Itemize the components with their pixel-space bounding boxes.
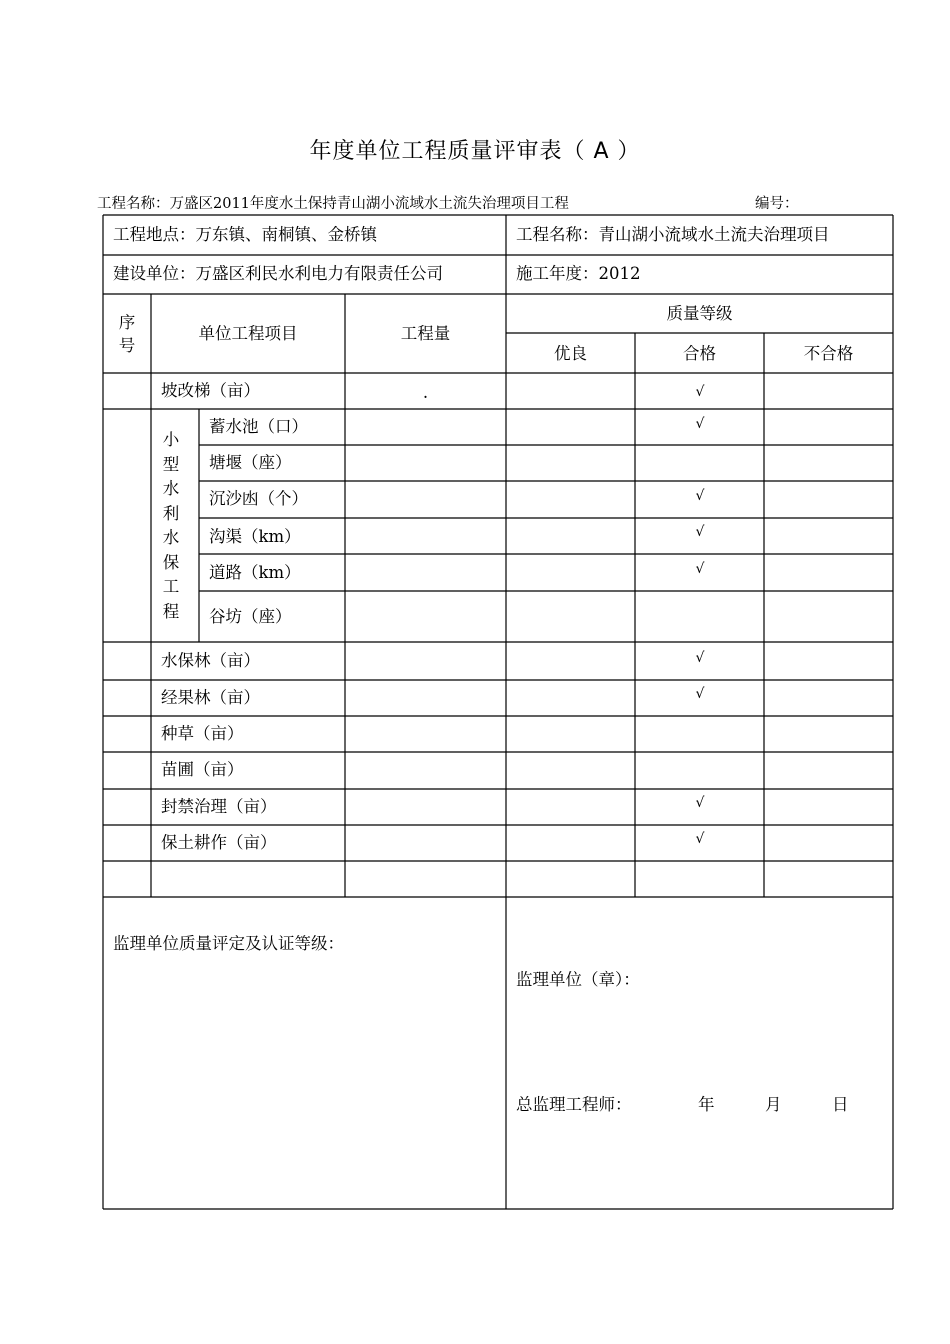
- col-fail: 不合格: [803, 344, 854, 363]
- row-item-orchard: 经果林（亩）: [161, 688, 260, 707]
- date-year-label: 年: [698, 1095, 715, 1114]
- col-quantity: 工程量: [400, 324, 451, 343]
- serial-number-label: 编号：: [755, 196, 799, 212]
- project-name-header: 工程名称：万盛区2011年度水土保持青山湖小流域水土流失治理项目工程: [97, 196, 569, 212]
- row-item-road: 道路（km）: [209, 563, 301, 582]
- check-mark: √: [695, 416, 705, 432]
- row-item-terraces: 坡改梯（亩）: [161, 381, 260, 400]
- row-item-tillage: 保土耕作（亩）: [161, 833, 277, 852]
- check-mark: √: [695, 524, 705, 540]
- row-item-nursery: 苗圃（亩）: [161, 760, 244, 779]
- date-day-label: 日: [832, 1095, 849, 1114]
- check-mark: √: [695, 686, 705, 702]
- group-label-small-water-works: 小 型 水 利 水 保 工 程: [162, 430, 180, 621]
- row-item-closure: 封禁治理（亩）: [161, 797, 277, 816]
- row-item-sand-trap: 沉沙凼（个）: [209, 489, 308, 508]
- check-mark: √: [695, 384, 705, 400]
- col-seq-line2: 号: [118, 336, 136, 355]
- col-quality-grade: 质量等级: [666, 304, 733, 323]
- check-mark: √: [695, 561, 705, 577]
- col-pass: 合格: [683, 344, 716, 363]
- col-seq-line1: 序: [118, 313, 136, 332]
- check-mark: √: [695, 831, 705, 847]
- check-mark: √: [695, 488, 705, 504]
- supervision-evaluation-label: 监理单位质量评定及认证等级：: [113, 934, 344, 953]
- chief-engineer-label: 总监理工程师：: [516, 1095, 632, 1114]
- supervision-seal-label: 监理单位（章）：: [516, 970, 640, 989]
- row-item-weir: 塘堰（座）: [209, 453, 292, 472]
- project-location: 工程地点：万东镇、南桐镇、金桥镇: [113, 225, 377, 244]
- col-excellent: 优良: [554, 344, 587, 363]
- construction-unit: 建设单位：万盛区利民水利电力有限责任公司: [113, 264, 443, 283]
- row-item-pond: 蓄水池（口）: [209, 417, 308, 436]
- project-name: 工程名称：青山湖小流域水土流夫治理项目: [516, 225, 830, 244]
- row-item-soil-forest: 水保林（亩）: [161, 651, 260, 670]
- page-title: 年度单位工程质量评审表（ A ）: [309, 139, 641, 164]
- row-quantity-terraces: .: [422, 383, 429, 402]
- col-item: 单位工程项目: [198, 324, 298, 343]
- check-mark: √: [695, 795, 705, 811]
- date-month-label: 月: [765, 1095, 782, 1114]
- row-item-check-dam: 谷坊（座）: [209, 607, 292, 626]
- construction-year: 施工年度：2012: [516, 264, 641, 283]
- row-item-ditch: 沟渠（km）: [209, 527, 301, 546]
- row-item-grass: 种草（亩）: [161, 724, 244, 743]
- check-mark: √: [695, 650, 705, 666]
